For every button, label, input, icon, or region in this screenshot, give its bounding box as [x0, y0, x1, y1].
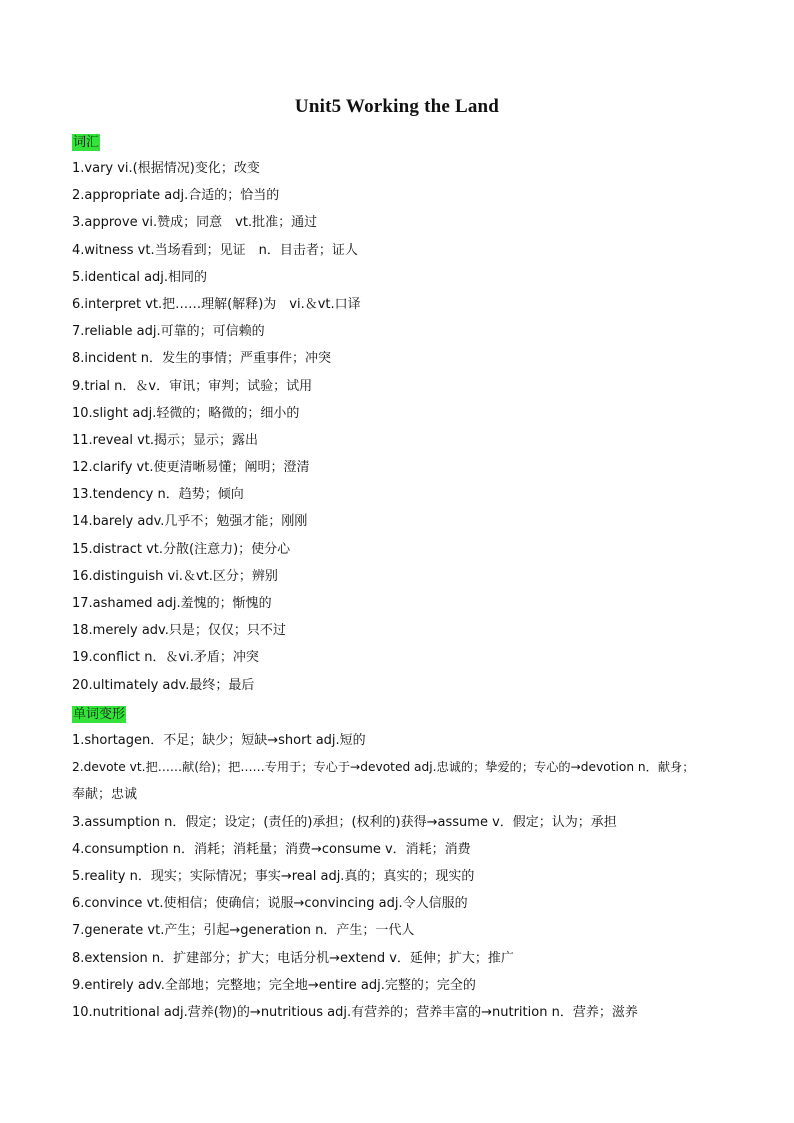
- word-form-item: 9.entirely adv.全部地；完整地；完全地→entire adj.完整的；完全的: [72, 977, 476, 993]
- vocab-item: 10.slight adj.轻微的；略微的；细小的: [72, 405, 300, 421]
- vocab-item: 19.conflict n．＆vi.矛盾；冲突: [72, 650, 259, 666]
- word-form-item: 8.extension n．扩建部分；扩大；电话分机→extend v．延伸；扩大；推广: [72, 950, 514, 966]
- word-form-item: 10.nutritional adj.营养(物)的→nutritious adj.有营养的；营养丰富的→nutrition n．营养；滋养: [72, 1004, 638, 1020]
- vocab-item: 2.appropriate adj.合适的；恰当的: [72, 188, 280, 204]
- vocab-item: 4.witness vt.当场看到；见证 n．目击者；证人: [72, 242, 358, 258]
- vocab-item: 15.distract vt.分散(注意力)；使分心: [72, 541, 291, 557]
- word-form-item: 2.devote vt.把……献(给)；把……专用于；专心于→devoted adj.忠诚的；挚爱的；专心的→devotion n．献身；: [72, 760, 695, 775]
- vocab-item: 6.interpret vt.把……理解(解释)为 vi.＆vt.口译: [72, 296, 361, 312]
- vocab-list: [72, 155, 732, 699]
- vocab-item: 11.reveal vt.揭示；显示；露出: [72, 432, 259, 448]
- word-form-item: 1.shortagen．不足；缺少；短缺→short adj.短的: [72, 733, 366, 748]
- section-heading-word-forms: 单词变形: [73, 707, 126, 722]
- vocab-item: 7.reliable adj.可靠的；可信赖的: [72, 324, 265, 340]
- page-title: Unit5 Working the Land: [294, 96, 500, 117]
- word-form-item: 4.consumption n．消耗；消耗量；消费→consume v．消耗；消费: [72, 841, 471, 857]
- vocab-item: 5.identical adj.相同的: [72, 269, 208, 285]
- vocab-item: 12.clarify vt.使更清晰易懂；阐明；澄清: [72, 460, 310, 476]
- word-forms-list: [72, 727, 732, 1026]
- vocab-item: 20.ultimately adv.最终；最后: [72, 677, 255, 693]
- vocab-item: 8.incident n．发生的事情；严重事件；冲突: [72, 351, 331, 367]
- vocab-item: 14.barely adv.几乎不；勉强才能；刚刚: [72, 514, 308, 530]
- word-form-item: 7.generate vt.产生；引起→generation n．产生；一代人: [72, 923, 415, 939]
- vocab-item: 3.approve vi.赞成；同意 vt.批准；通过: [72, 215, 318, 231]
- vocab-item: 13.tendency n．趋势；倾向: [72, 487, 244, 503]
- vocab-item: 16.distinguish vi.＆vt.区分；辨别: [72, 568, 278, 584]
- word-form-item: 奉献；忠诚: [72, 787, 138, 803]
- section-heading-vocab: 词汇: [73, 135, 100, 150]
- vocab-item: 17.ashamed adj.羞愧的；惭愧的: [72, 596, 272, 611]
- word-form-item: 3.assumption n．假定；设定；(责任的)承担；(权利的)获得→assume v．假定；认为；承担: [72, 814, 617, 830]
- vocab-item: 9.trial n．＆v．审讯；审判；试验；试用: [72, 378, 313, 394]
- word-form-item: 5.reality n．现实；实际情况；事实→real adj.真的；真实的；现实的: [72, 868, 475, 884]
- vocab-item: 18.merely adv.只是；仅仅；只不过: [72, 623, 286, 639]
- vocab-item: 1.vary vi.(根据情况)变化；改变: [72, 161, 260, 176]
- word-form-item: 6.convince vt.使相信；使确信；说服→convincing adj.令人信服的: [72, 896, 468, 912]
